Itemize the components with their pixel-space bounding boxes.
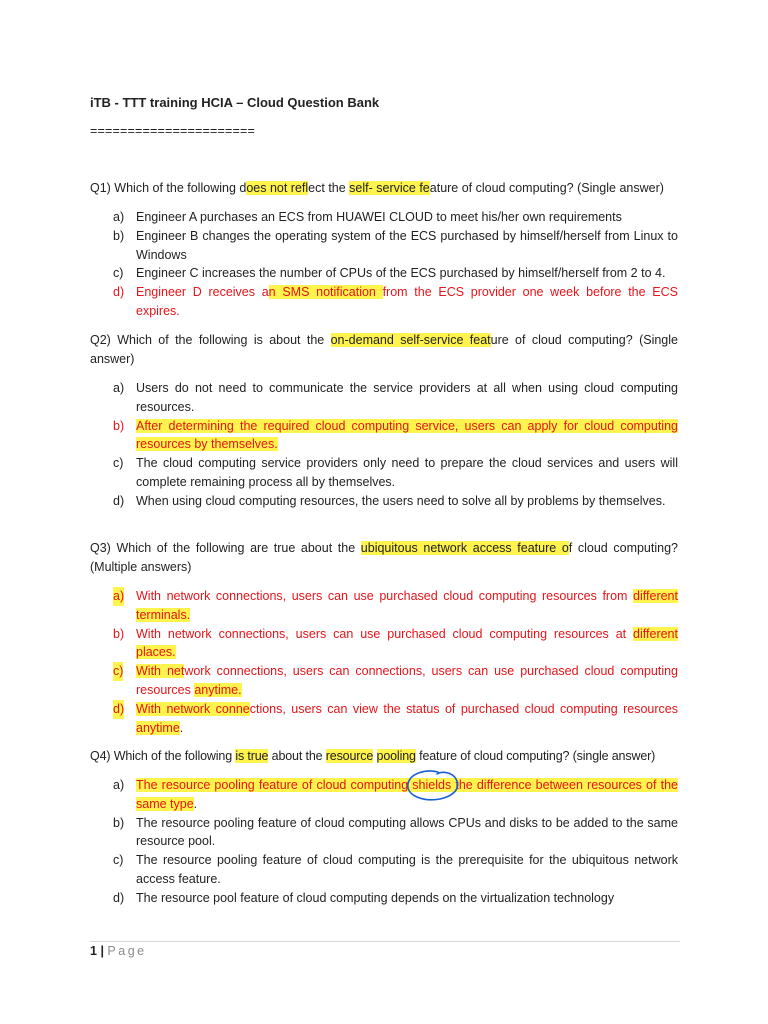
option-label: c) xyxy=(113,662,123,681)
option-label: a) xyxy=(113,587,124,606)
option-text: When using cloud computing resources, the users need to solve all by problems by themselves. xyxy=(136,493,666,508)
option-highlight: shields xyxy=(412,778,452,792)
q4-option-d xyxy=(113,889,678,908)
option-label: d) xyxy=(113,890,125,905)
q4-option-a-correct xyxy=(113,776,678,814)
q1-option-c xyxy=(113,264,678,283)
q3-option-b-correct xyxy=(113,625,678,663)
question-2 xyxy=(90,331,678,369)
option-highlight: n SMS notification xyxy=(268,285,383,300)
option-highlight: the difference between resources of the same type xyxy=(136,778,678,811)
q3-highlight: ubiquitous network access feature o xyxy=(360,541,569,555)
option-highlight: With network conne xyxy=(136,701,250,716)
q1-text: ect the xyxy=(308,181,350,195)
question-4 xyxy=(90,747,678,766)
option-label: b) xyxy=(113,228,125,243)
q1-text: Q1) Which of the following d xyxy=(90,181,247,195)
q4-text: about the xyxy=(268,749,326,763)
footer-divider-line xyxy=(90,941,680,942)
q3-option-a-correct xyxy=(113,587,678,625)
q2-option-a xyxy=(113,379,678,417)
q2-highlight: on-demand self-service feat xyxy=(330,333,491,347)
option-highlight: different terminals. xyxy=(136,589,678,622)
question-3 xyxy=(90,539,678,577)
q3-text: Q3) Which of the following are true about the xyxy=(90,541,361,555)
option-text: . xyxy=(179,720,184,735)
option-text: Engineer D receives a xyxy=(136,285,269,300)
q1-highlight: self- service fe xyxy=(349,181,430,195)
option-text: Users do not need to communicate the service providers at all when using cloud computing resources. xyxy=(136,381,678,414)
option-highlight: anytime. xyxy=(194,682,242,697)
option-label: b) xyxy=(113,418,125,433)
option-text: The resource pool feature of cloud computing depends on the virtualization technology xyxy=(136,890,615,905)
pen-circle-annotation xyxy=(404,768,464,804)
option-text: Engineer B changes the operating system of the ECS purchased by himself/herself from Linux to Windows xyxy=(136,228,678,262)
option-text: Engineer A purchases an ECS from HUAWEI CLOUD to meet his/her own requirements xyxy=(136,210,622,224)
q2-option-b-correct xyxy=(113,417,678,455)
q3-option-d-correct xyxy=(113,700,678,738)
option-highlight: anytime xyxy=(136,720,180,735)
q3-answers xyxy=(113,587,678,737)
option-text: . xyxy=(193,796,198,811)
option-label: d) xyxy=(113,700,124,719)
q1-option-d-correct xyxy=(113,283,678,321)
option-text: from the ECS provider one week before the ECS expires. xyxy=(136,285,678,318)
q4-text: Q4) Which of the following xyxy=(90,749,236,763)
q3-option-c-correct xyxy=(113,662,678,700)
option-text: With network connections, users can use purchased cloud computing resources from xyxy=(136,589,634,603)
option-text: Engineer C increases the number of CPUs of the ECS purchased by himself/herself from 2 to 4. xyxy=(136,266,666,281)
option-label: b) xyxy=(113,626,125,641)
page-title: iTB - TTT training HCIA – Cloud Question Bank xyxy=(90,95,380,110)
option-label: a) xyxy=(113,210,125,224)
option-text: The cloud computing service providers only need to prepare the cloud services and users will complete remaining process all by themselves. xyxy=(136,456,678,489)
q4-text: feature of cloud computing? (single answer) xyxy=(415,749,656,763)
option-highlight: The resource pooling feature of cloud computing xyxy=(136,778,413,792)
option-label: c) xyxy=(113,456,124,471)
option-label: a) xyxy=(113,381,125,395)
page-number: 1 xyxy=(90,944,97,958)
option-label: d) xyxy=(113,285,125,300)
page-label: Page xyxy=(107,944,147,958)
q2-text: ure of cloud computing? (Single answer) xyxy=(90,333,678,366)
q4-highlight: is true xyxy=(235,749,269,763)
q4-highlight: resource xyxy=(325,749,374,763)
q2-answers xyxy=(113,379,678,511)
option-label: a) xyxy=(113,778,125,792)
q2-option-d xyxy=(113,492,678,511)
q4-option-c xyxy=(113,851,678,889)
option-highlight: With net xyxy=(136,664,185,679)
q4-answers xyxy=(113,776,678,908)
option-label: d) xyxy=(113,493,125,508)
q1-option-b xyxy=(113,227,678,265)
q1-highlight: oes not refl xyxy=(246,181,309,195)
q1-option-a xyxy=(113,208,678,227)
q2-text: Q2) Which of the following is about the xyxy=(90,333,331,347)
q1-answers xyxy=(113,208,678,321)
option-text: The resource pooling feature of cloud computing is the prerequisite for the ubiquitous network access feature. xyxy=(136,853,678,886)
q1-text: ature of cloud computing? (Single answer) xyxy=(429,181,664,195)
title-separator: ====================== xyxy=(90,124,255,138)
q4-option-b xyxy=(113,814,678,852)
option-text: ctions, users can view the status of purchased cloud computing resources xyxy=(249,701,678,716)
option-highlight: different places. xyxy=(136,626,678,660)
option-label: c) xyxy=(113,266,124,281)
q4-highlight: pooling xyxy=(376,749,416,763)
option-text: work connections, users can connections, users can use purchased cloud computing resources xyxy=(136,664,678,697)
option-highlight: After determining the required cloud computing service, users can apply for cloud computing resources by themselves. xyxy=(136,418,678,452)
page-footer xyxy=(90,944,147,958)
q2-option-c xyxy=(113,454,678,492)
footer-divider: | xyxy=(100,944,104,958)
option-text: With network connections, users can use purchased cloud computing resources at xyxy=(136,626,634,641)
option-text: The resource pooling feature of cloud computing allows CPUs and disks to be added to the same resource pool. xyxy=(136,815,678,849)
question-1 xyxy=(90,179,678,198)
option-label: b) xyxy=(113,815,125,830)
option-label: c) xyxy=(113,853,124,868)
q3-text: f cloud computing? (Multiple answers) xyxy=(90,541,678,574)
